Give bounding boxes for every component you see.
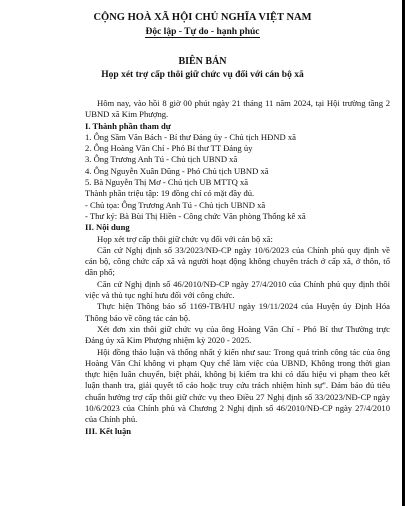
intro-paragraph: Hôm nay, vào hồi 8 giờ 00 phút ngày 21 tháng 11 năm 2024, tại Hội trường tầng 2 UBND xã Kim Phượng. bbox=[85, 98, 390, 120]
attendance-note: Thành phần triệu tập: 19 đồng chí có mặt đầy đủ. bbox=[85, 188, 255, 199]
attendee-item: 3. Ông Trương Anh Tú - Chủ tịch UBND xã bbox=[85, 154, 238, 165]
secretary: - Thư ký: Bà Bùi Thị Hiền - Công chức Văn phòng Thống kê xã bbox=[85, 210, 306, 221]
section-heading-conclusion: III. Kết luận bbox=[85, 425, 132, 436]
attendee-item: 4. Ông Nguyễn Xuân Dũng - Phó Chủ tịch UBND xã bbox=[85, 165, 269, 176]
attendee-item: 2. Ông Hoàng Văn Chí - Phó Bí thư TT Đảng ủy bbox=[85, 143, 253, 154]
section-heading-attendees: I. Thành phần tham dự bbox=[85, 120, 171, 131]
content-paragraph: Xét đơn xin thôi giữ chức vụ của ông Hoàng Văn Chí - Phó Bí thư Thường trực Đảng ủy xã Kim Phượng nhiệm kỳ 2020 - 2025. bbox=[85, 323, 390, 346]
document-type: BIÊN BẢN bbox=[178, 56, 227, 67]
motto-text: Độc lập - Tự do - hạnh phúc bbox=[145, 27, 260, 37]
content-paragraph: Căn cứ Nghị định số 33/2023/NĐ-CP ngày 10/6/2023 của Chính phủ quy định về cán bộ, công chức cấp xã và người hoạt động không chuyên trách ở cấp xã, ở thôn, tổ dân phố; bbox=[85, 244, 390, 278]
attendee-item: 5. Bà Nguyễn Thị Mơ - Chủ tịch UB MTTQ xã bbox=[85, 177, 249, 188]
section-heading-content: II. Nội dung bbox=[85, 222, 130, 233]
document-subject: Họp xét trợ cấp thôi giữ chức vụ đối với cán bộ xã bbox=[101, 70, 304, 80]
attendee-item: 1. Ông Sầm Văn Bách - Bí thư Đảng ủy - Chủ tịch HĐND xã bbox=[85, 131, 296, 142]
document-body bbox=[85, 98, 390, 437]
chairperson: - Chủ tọa: Ông Trương Anh Tú - Chủ tịch UBND xã bbox=[85, 199, 266, 210]
national-title: CỘNG HOÀ XÃ HỘI CHỦ NGHĨA VIỆT NAM bbox=[93, 12, 312, 23]
content-paragraph: Thực hiện Thông báo số 1169-TB/HU ngày 19/11/2024 của Huyện ủy Định Hóa Thông báo về công tác cán bộ. bbox=[85, 301, 390, 323]
content-paragraph: Họp xét trợ cấp thôi giữ chức vụ đối với cán bộ xã: bbox=[97, 233, 273, 244]
content-paragraph: Căn cứ Nghị định số 46/2010/NĐ-CP ngày 27/4/2010 của Chính phủ quy định thôi việc và thủ tục nghỉ hưu đối với công chức. bbox=[85, 278, 390, 301]
motto bbox=[0, 27, 405, 37]
content-paragraph: Hội đồng thảo luận và thống nhất ý kiến như sau: Trong quá trình công tác của ông Hoàng Văn Chí không vi phạm Quy chế làm việc của UBND, Không trong thời gian thực hiện luân chuyển, biệt phái, không bị kiểm tra khi có dấu hiệu vi phạm theo kết luận thanh tra, giải quyết tố cáo hoặc truy cứu trách nhiệm hình sự". Đảm bảo đủ tiêu chuẩn hưởng trợ cấp thôi giữ chức vụ theo Điều 27 Nghị định số 33/2023/NĐ-CP ngày 10/6/2023 của Chính phủ và Chương 2 Nghị định số 46/2010/NĐ-CP ngày 27/4/2010 của Chính phủ. bbox=[85, 346, 390, 425]
